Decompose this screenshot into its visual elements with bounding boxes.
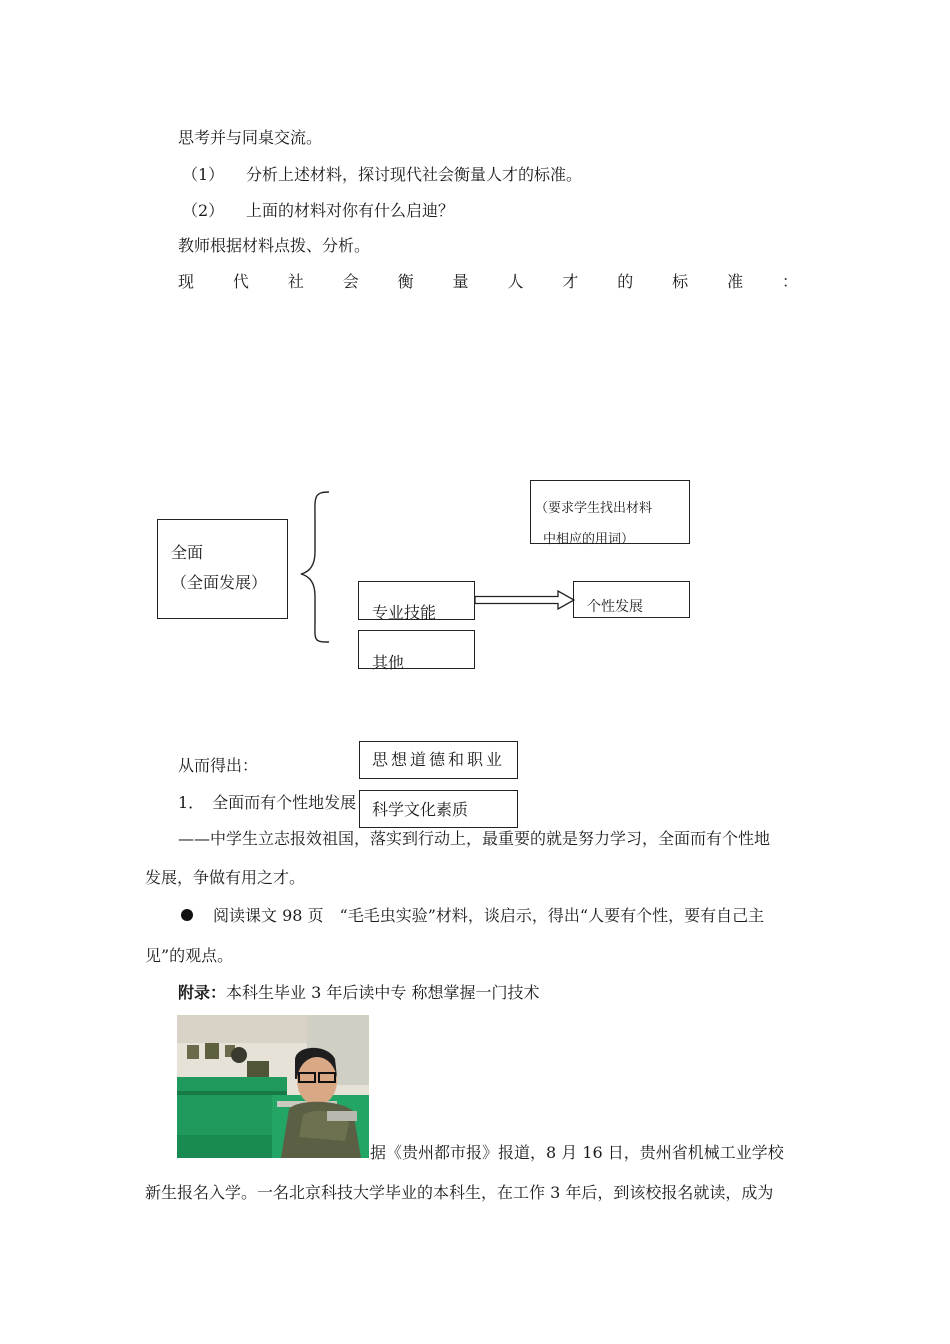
science-box: [359, 790, 518, 828]
note-box: [530, 480, 690, 547]
conclusion-intro: 从而得出：: [178, 756, 259, 775]
standard-char: 衡: [397, 272, 414, 291]
standard-char: 现: [178, 272, 195, 291]
question-2-text: 上面的材料对你有什么启迪？: [246, 201, 455, 220]
main-box-line1: 全面: [171, 543, 204, 562]
science-label: 科学文化素质: [372, 800, 469, 819]
moral-box: [359, 741, 518, 779]
paragraph-teacher: 教师根据材料点拨、分析。: [178, 236, 371, 255]
news-line2: 新生报名入学。一名北京科技大学毕业的本科生，在工作 3 年后，到该校报名就读，成为: [145, 1183, 774, 1202]
moral-label: 思想道德和职业: [372, 750, 506, 769]
skill-box: [358, 581, 475, 620]
main-box-line2: （全面发展）: [171, 573, 268, 592]
point-1-body-line2: 发展，争做有用之才。: [145, 868, 306, 887]
point-1: 1． 全面而有个性地发展: [178, 793, 357, 812]
appendix-heading: [178, 983, 539, 1003]
standard-char: 量: [452, 272, 469, 291]
standard-char: 的: [617, 272, 634, 291]
appendix-label: 附录：: [178, 983, 227, 1002]
skill-label: 专业技能: [372, 603, 437, 622]
paragraph-think: 思考并与同桌交流。: [178, 128, 323, 147]
brace-icon: [295, 490, 335, 645]
bullet-line1: 阅读课文 98 页 “毛毛虫实验”材料，谈启示，得出“人要有个性，要有自己主: [213, 906, 765, 925]
standard-heading: [178, 272, 798, 292]
question-1-text: 分析上述材料，探讨现代社会衡量人才的标准。: [246, 165, 583, 184]
standard-char: 社: [287, 272, 304, 291]
standard-char: 才: [562, 272, 579, 291]
standard-char: 代: [232, 272, 249, 291]
standard-char: 准: [727, 272, 744, 291]
other-box: [358, 630, 475, 672]
main-box: [157, 519, 288, 619]
news-line1: 据《贵州都市报》报道，8 月 16 日，贵州省机械工业学校: [370, 1143, 784, 1162]
arrow-right-icon: [474, 590, 576, 610]
bullet-line2: 见”的观点。: [145, 946, 234, 965]
individual-label: 个性发展: [587, 599, 643, 615]
point-1-body-line1: ——中学生立志报效祖国，落实到行动上，最重要的就是努力学习，全面而有个性地: [178, 829, 771, 848]
standard-char: 标: [672, 272, 689, 291]
individual-box: [573, 581, 690, 618]
standard-char: 会: [342, 272, 359, 291]
note-box-line2: 中相应的用词）: [543, 532, 635, 547]
standard-char: 人: [507, 272, 524, 291]
news-photo: [177, 1015, 369, 1158]
bullet-icon: [180, 908, 194, 922]
note-box-line1: （要求学生找出材料: [535, 501, 653, 516]
appendix-title: 本科生毕业 3 年后读中专 称想掌握一门技术: [226, 983, 540, 1002]
other-label: 其他: [372, 653, 405, 672]
question-1-number: （1）: [182, 165, 225, 184]
question-2-number: （2）: [182, 201, 225, 220]
standard-char: ：: [781, 272, 798, 291]
